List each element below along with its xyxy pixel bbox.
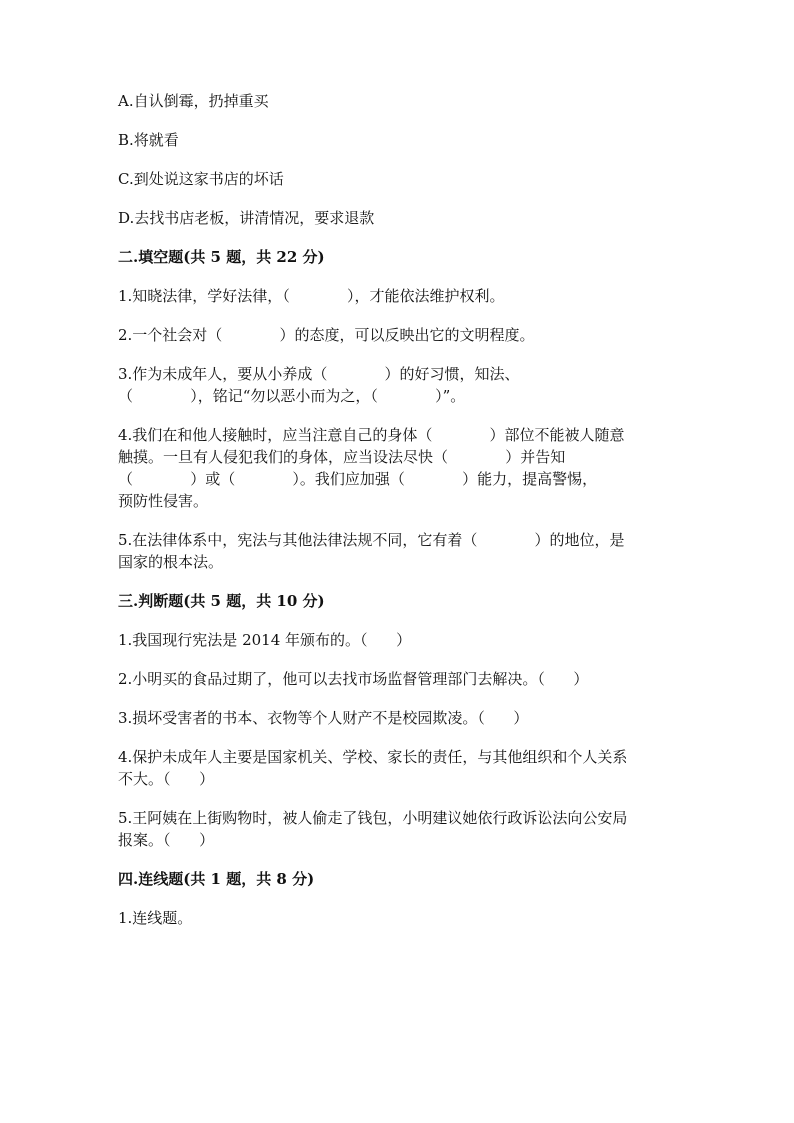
question-line: 5.在法律体系中，宪法与其他法律法规不同，它有着（ ）的地位，是 bbox=[118, 531, 625, 549]
question-item bbox=[118, 529, 678, 573]
section-heading: 四.连线题(共 1 题，共 8 分) bbox=[118, 870, 315, 888]
question-line: 不大。（ ） bbox=[118, 770, 215, 788]
question-item bbox=[118, 285, 678, 307]
section-true-false bbox=[118, 590, 678, 851]
question-line: 3.作为未成年人，要从小养成（ ）的好习惯，知法、 bbox=[118, 365, 520, 383]
question-line: 5.王阿姨在上街购物时，被人偷走了钱包，小明建议她依行政诉讼法向公安局 bbox=[118, 809, 628, 827]
section-heading: 三.判断题(共 5 题，共 10 分) bbox=[118, 592, 325, 610]
option-d: D.去找书店老板，讲清情况，要求退款 bbox=[118, 209, 375, 227]
section-matching bbox=[118, 868, 678, 929]
question-line: （ ），铭记“勿以恶小而为之，（ ）”。 bbox=[118, 387, 466, 405]
question-item bbox=[118, 363, 678, 407]
question-item bbox=[118, 807, 678, 851]
section-heading: 二.填空题(共 5 题，共 22 分) bbox=[118, 248, 325, 266]
question-item bbox=[118, 707, 678, 729]
question-item bbox=[118, 746, 678, 790]
question-item bbox=[118, 907, 678, 929]
section-fill-in-blank bbox=[118, 246, 678, 573]
question-line: 国家的根本法。 bbox=[118, 553, 224, 571]
question-line: 预防性侵害。 bbox=[118, 492, 209, 510]
question-line: 2.一个社会对（ ）的态度，可以反映出它的文明程度。 bbox=[118, 326, 535, 344]
question-item bbox=[118, 668, 678, 690]
question-line: 触摸。一旦有人侵犯我们的身体，应当设法尽快（ ）并告知 bbox=[118, 448, 566, 466]
exam-page bbox=[118, 90, 678, 946]
question-line: 报案。（ ） bbox=[118, 831, 215, 849]
option-b: B.将就看 bbox=[118, 131, 179, 149]
question-item bbox=[118, 324, 678, 346]
question-line: 1.连线题。 bbox=[118, 909, 193, 927]
question-line: 2.小明买的食品过期了，他可以去找市场监督管理部门去解决。（ ） bbox=[118, 670, 589, 688]
question-line: 1.我国现行宪法是 2014 年颁布的。（ ） bbox=[118, 631, 412, 649]
question-line: 4.保护未成年人主要是国家机关、学校、家长的责任，与其他组织和个人关系 bbox=[118, 748, 628, 766]
question-line: 3.损坏受害者的书本、衣物等个人财产不是校园欺凌。（ ） bbox=[118, 709, 529, 727]
question-item bbox=[118, 424, 678, 512]
question-line: 1.知晓法律，学好法律，（ ），才能依法维护权利。 bbox=[118, 287, 505, 305]
question-line: 4.我们在和他人接触时，应当注意自己的身体（ ）部位不能被人随意 bbox=[118, 426, 625, 444]
option-a: A.自认倒霉，扔掉重买 bbox=[118, 92, 269, 110]
choice-options bbox=[118, 90, 678, 229]
question-line: （ ）或（ ）。我们应加强（ ）能力，提高警惕， bbox=[118, 470, 598, 488]
question-item bbox=[118, 629, 678, 651]
option-c: C.到处说这家书店的坏话 bbox=[118, 170, 284, 188]
